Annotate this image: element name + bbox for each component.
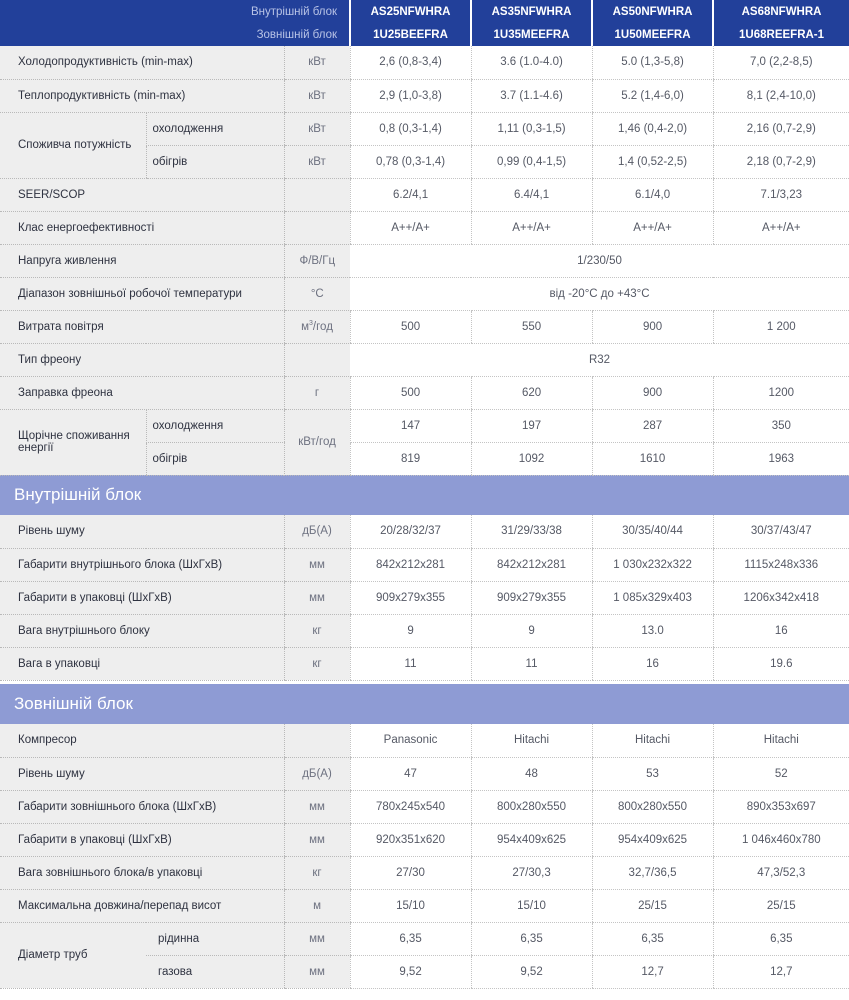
row-unit: дБ(А) xyxy=(284,515,350,548)
table-row xyxy=(0,581,849,614)
cell-value: Hitachi xyxy=(713,724,849,757)
cell-value: 2,16 (0,7-2,9) xyxy=(713,112,849,145)
cell-value: 11 xyxy=(471,647,592,680)
cell-value: 9 xyxy=(471,614,592,647)
cell-value: 842x212x281 xyxy=(350,548,471,581)
row-unit: кг xyxy=(284,647,350,680)
cell-value: 350 xyxy=(713,409,849,442)
row-label: Споживча потужність xyxy=(0,112,146,178)
row-label: Вага внутрішнього блоку xyxy=(0,614,284,647)
row-unit xyxy=(284,178,350,211)
cell-value: 27/30 xyxy=(350,856,471,889)
header-outdoor-row xyxy=(0,23,849,46)
row-label: Компресор xyxy=(0,724,284,757)
cell-value: 5.2 (1,4-6,0) xyxy=(592,79,713,112)
cell-value: 30/35/40/44 xyxy=(592,515,713,548)
cell-value: 900 xyxy=(592,310,713,343)
section-title: Зовнішній блок xyxy=(0,684,849,724)
row-unit: кВт/год xyxy=(284,409,350,475)
cell-value: 0,78 (0,3-1,4) xyxy=(350,145,471,178)
cell-value: 9,52 xyxy=(350,955,471,988)
cell-value: 6.2/4,1 xyxy=(350,178,471,211)
cell-value: 25/15 xyxy=(592,889,713,922)
cell-value: 500 xyxy=(350,376,471,409)
cell-value: 1200 xyxy=(713,376,849,409)
model-indoor-3: AS50NFWHRA xyxy=(592,0,713,23)
cell-value: 800x280x550 xyxy=(471,790,592,823)
row-label: Діапазон зовнішньої робочої температури xyxy=(0,277,284,310)
cell-value: 954x409x625 xyxy=(592,823,713,856)
table-row xyxy=(0,244,849,277)
cell-value: 6,35 xyxy=(592,922,713,955)
cell-value: 1963 xyxy=(713,442,849,475)
row-unit: кг xyxy=(284,856,350,889)
row-sublabel: рідинна xyxy=(146,922,284,955)
cell-value: A++/A+ xyxy=(713,211,849,244)
model-outdoor-1: 1U25BEEFRA xyxy=(350,23,471,46)
row-unit: мм xyxy=(284,823,350,856)
cell-value: A++/A+ xyxy=(350,211,471,244)
cell-value: 1,11 (0,3-1,5) xyxy=(471,112,592,145)
table-row xyxy=(0,614,849,647)
cell-value-merged: 1/230/50 xyxy=(350,244,849,277)
table-row xyxy=(0,409,849,442)
cell-value: 31/29/33/38 xyxy=(471,515,592,548)
cell-value: 2,9 (1,0-3,8) xyxy=(350,79,471,112)
cell-value: A++/A+ xyxy=(471,211,592,244)
cell-value: 3.6 (1.0-4.0) xyxy=(471,46,592,79)
cell-value: 47,3/52,3 xyxy=(713,856,849,889)
table-row xyxy=(0,889,849,922)
section-indoor-header xyxy=(0,475,849,515)
cell-value: 1 046x460x780 xyxy=(713,823,849,856)
cell-value: 1 030x232x322 xyxy=(592,548,713,581)
row-unit: кВт xyxy=(284,112,350,145)
row-sublabel: охолодження xyxy=(146,409,284,442)
row-label: Габарити зовнішнього блока (ШхГхВ) xyxy=(0,790,284,823)
row-label: SEER/SCOP xyxy=(0,178,284,211)
cell-value: 16 xyxy=(592,647,713,680)
cell-value: 16 xyxy=(713,614,849,647)
table-row xyxy=(0,277,849,310)
row-unit: Ф/В/Гц xyxy=(284,244,350,277)
row-unit: мм xyxy=(284,955,350,988)
outdoor-unit-label: Зовнішній блок xyxy=(0,23,350,46)
table-row xyxy=(0,757,849,790)
cell-value: 842x212x281 xyxy=(471,548,592,581)
row-label: Напруга живлення xyxy=(0,244,284,277)
cell-value: 1,46 (0,4-2,0) xyxy=(592,112,713,145)
row-unit: г xyxy=(284,376,350,409)
cell-value-merged: R32 xyxy=(350,343,849,376)
row-unit: мм xyxy=(284,790,350,823)
model-indoor-4: AS68NFWHRA xyxy=(713,0,849,23)
cell-value: 6.1/4,0 xyxy=(592,178,713,211)
row-unit: мм xyxy=(284,581,350,614)
row-label: Рівень шуму xyxy=(0,757,284,790)
cell-value: 819 xyxy=(350,442,471,475)
table-row xyxy=(0,823,849,856)
cell-value: 1,4 (0,52-2,5) xyxy=(592,145,713,178)
cell-value: 3.7 (1.1-4.6) xyxy=(471,79,592,112)
row-label: Вага зовнішнього блока/в упаковці xyxy=(0,856,284,889)
cell-value: Hitachi xyxy=(592,724,713,757)
cell-value: 12,7 xyxy=(592,955,713,988)
cell-value: 53 xyxy=(592,757,713,790)
row-unit xyxy=(284,343,350,376)
cell-value: 780x245x540 xyxy=(350,790,471,823)
cell-value: 48 xyxy=(471,757,592,790)
cell-value: 30/37/43/47 xyxy=(713,515,849,548)
row-sublabel: газова xyxy=(146,955,284,988)
table-row xyxy=(0,548,849,581)
cell-value: 954x409x625 xyxy=(471,823,592,856)
row-unit: °C xyxy=(284,277,350,310)
cell-value-merged: від -20°C до +43°C xyxy=(350,277,849,310)
row-unit: кВт xyxy=(284,145,350,178)
cell-value: 890x353x697 xyxy=(713,790,849,823)
cell-value: 1 085x329x403 xyxy=(592,581,713,614)
cell-value: 12,7 xyxy=(713,955,849,988)
table-row xyxy=(0,856,849,889)
row-unit: дБ(А) xyxy=(284,757,350,790)
cell-value: Hitachi xyxy=(471,724,592,757)
row-sublabel: обігрів xyxy=(146,145,284,178)
cell-value: 6,35 xyxy=(350,922,471,955)
cell-value: 920x351x620 xyxy=(350,823,471,856)
cell-value: 9,52 xyxy=(471,955,592,988)
table-row xyxy=(0,724,849,757)
table-row xyxy=(0,515,849,548)
row-label: Рівень шуму xyxy=(0,515,284,548)
cell-value: 7,0 (2,2-8,5) xyxy=(713,46,849,79)
table-row xyxy=(0,922,849,955)
header-indoor-row xyxy=(0,0,849,23)
cell-value: 8,1 (2,4-10,0) xyxy=(713,79,849,112)
cell-value: 47 xyxy=(350,757,471,790)
cell-value: 6,35 xyxy=(713,922,849,955)
table-row xyxy=(0,79,849,112)
row-sublabel: обігрів xyxy=(146,442,284,475)
section-title: Внутрішній блок xyxy=(0,475,849,515)
unit-suffix: /год xyxy=(312,320,333,333)
cell-value: 900 xyxy=(592,376,713,409)
cell-value: A++/A+ xyxy=(592,211,713,244)
model-outdoor-3: 1U50MEEFRA xyxy=(592,23,713,46)
row-label: Діаметр труб xyxy=(0,922,146,988)
cell-value: 0,99 (0,4-1,5) xyxy=(471,145,592,178)
row-label: Теплопродуктивність (min-max) xyxy=(0,79,284,112)
cell-value: 20/28/32/37 xyxy=(350,515,471,548)
model-outdoor-4: 1U68REEFRA-1 xyxy=(713,23,849,46)
row-unit: мм xyxy=(284,922,350,955)
table-row xyxy=(0,343,849,376)
table-row xyxy=(0,178,849,211)
row-unit: кВт xyxy=(284,46,350,79)
cell-value: 197 xyxy=(471,409,592,442)
cell-value: 620 xyxy=(471,376,592,409)
row-label: Щорічне споживання енергії xyxy=(0,409,146,475)
cell-value: 52 xyxy=(713,757,849,790)
row-unit: мм xyxy=(284,548,350,581)
unit-sup: 3 xyxy=(309,320,313,328)
row-unit: кг xyxy=(284,614,350,647)
row-label: Клас енергоефективності xyxy=(0,211,284,244)
model-indoor-2: AS35NFWHRA xyxy=(471,0,592,23)
table-row xyxy=(0,310,849,343)
row-label: Максимальна довжина/перепад висот xyxy=(0,889,284,922)
indoor-unit-label: Внутрішній блок xyxy=(0,0,350,23)
cell-value: 1092 xyxy=(471,442,592,475)
row-label: Габарити внутрішнього блока (ШхГхВ) xyxy=(0,548,284,581)
table-row xyxy=(0,46,849,79)
cell-value: 909x279x355 xyxy=(471,581,592,614)
row-label: Габарити в упаковці (ШхГхВ) xyxy=(0,823,284,856)
cell-value: 1206x342x418 xyxy=(713,581,849,614)
table-row xyxy=(0,376,849,409)
model-indoor-1: AS25NFWHRA xyxy=(350,0,471,23)
table-row xyxy=(0,790,849,823)
cell-value: 287 xyxy=(592,409,713,442)
cell-value: 19.6 xyxy=(713,647,849,680)
cell-value: 909x279x355 xyxy=(350,581,471,614)
cell-value: 15/10 xyxy=(471,889,592,922)
table-row xyxy=(0,112,849,145)
cell-value: 800x280x550 xyxy=(592,790,713,823)
row-unit xyxy=(284,310,350,343)
cell-value: Panasonic xyxy=(350,724,471,757)
row-label: Вага в упаковці xyxy=(0,647,284,680)
section-outdoor-header xyxy=(0,684,849,724)
cell-value: 6,35 xyxy=(471,922,592,955)
row-unit xyxy=(284,724,350,757)
row-unit: м xyxy=(284,889,350,922)
row-sublabel: охолодження xyxy=(146,112,284,145)
cell-value: 2,18 (0,7-2,9) xyxy=(713,145,849,178)
cell-value: 550 xyxy=(471,310,592,343)
cell-value: 7.1/3,23 xyxy=(713,178,849,211)
cell-value: 0,8 (0,3-1,4) xyxy=(350,112,471,145)
cell-value: 1 200 xyxy=(713,310,849,343)
row-label: Холодопродуктивність (min-max) xyxy=(0,46,284,79)
row-label: Тип фреону xyxy=(0,343,284,376)
cell-value: 2,6 (0,8-3,4) xyxy=(350,46,471,79)
cell-value: 1610 xyxy=(592,442,713,475)
cell-value: 5.0 (1,3-5,8) xyxy=(592,46,713,79)
row-label: Габарити в упаковці (ШхГхВ) xyxy=(0,581,284,614)
row-unit: кВт xyxy=(284,79,350,112)
cell-value: 25/15 xyxy=(713,889,849,922)
cell-value: 11 xyxy=(350,647,471,680)
row-label: Витрата повітря xyxy=(0,310,284,343)
model-outdoor-2: 1U35MEEFRA xyxy=(471,23,592,46)
cell-value: 9 xyxy=(350,614,471,647)
cell-value: 27/30,3 xyxy=(471,856,592,889)
table-row xyxy=(0,211,849,244)
table-row xyxy=(0,647,849,680)
cell-value: 147 xyxy=(350,409,471,442)
row-label: Заправка фреона xyxy=(0,376,284,409)
cell-value: 15/10 xyxy=(350,889,471,922)
row-unit xyxy=(284,211,350,244)
cell-value: 32,7/36,5 xyxy=(592,856,713,889)
unit-base: м xyxy=(301,320,310,333)
cell-value: 500 xyxy=(350,310,471,343)
cell-value: 1115x248x336 xyxy=(713,548,849,581)
cell-value: 13.0 xyxy=(592,614,713,647)
cell-value: 6.4/4,1 xyxy=(471,178,592,211)
